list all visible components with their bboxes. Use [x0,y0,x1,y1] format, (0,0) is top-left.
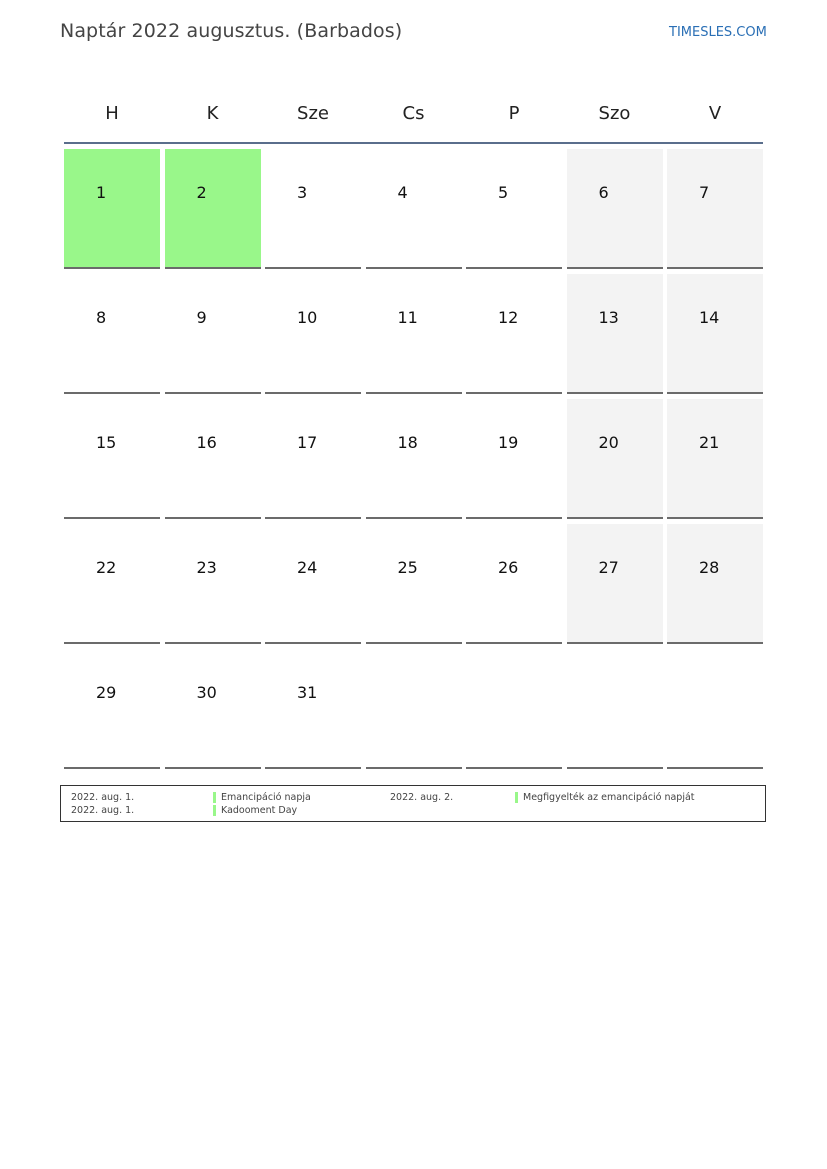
day-cell [64,524,160,644]
day-cell [64,149,160,269]
day-number: 2 [196,183,207,202]
week-row [64,399,763,524]
brand-link[interactable]: TIMESLES.COM [669,25,767,40]
day-number: 20 [598,433,619,452]
day-number: 17 [297,433,318,452]
legend-date: 2022. aug. 2. [390,792,454,803]
day-cell [165,524,261,644]
day-number: 3 [297,183,308,202]
day-number: 9 [196,308,207,327]
legend-color-marker [213,792,216,803]
day-cell [567,274,663,394]
day-cell [667,399,763,519]
day-number: 8 [96,308,107,327]
day-cell [265,649,361,769]
day-cell [64,399,160,519]
weekday-header: P [508,102,520,124]
legend-date: 2022. aug. 1. [71,805,135,816]
calendar-grid [64,85,763,774]
day-cell [165,149,261,269]
day-cell [366,524,462,644]
day-number: 16 [196,433,217,452]
day-cell [466,524,562,644]
day-number: 14 [699,308,720,327]
day-cell [567,149,663,269]
day-number: 13 [598,308,619,327]
legend-date: 2022. aug. 1. [71,792,135,803]
weekday-header: Szo [598,102,631,124]
day-cell [567,399,663,519]
day-number: 7 [699,183,710,202]
legend-color-marker [515,792,518,803]
day-number: 19 [498,433,519,452]
weekday-header: Sze [297,102,329,124]
weekday-header-row [64,85,763,141]
legend-color-marker [213,805,216,816]
weekday-header: V [708,102,722,124]
day-number: 27 [598,558,619,577]
day-number: 29 [96,683,117,702]
day-number: 28 [699,558,720,577]
day-cell [366,274,462,394]
day-number: 6 [598,183,609,202]
day-cell [466,649,562,769]
legend-holiday-name: Emancipáció napja [221,792,311,803]
legend-holiday-name: Kadooment Day [221,805,298,816]
day-cell [165,399,261,519]
day-cell [265,399,361,519]
day-number: 5 [498,183,509,202]
day-number: 30 [196,683,217,702]
day-cell [265,524,361,644]
holiday-legend [60,785,766,822]
day-number: 18 [397,433,418,452]
day-cell [165,274,261,394]
day-cell [567,524,663,644]
header-divider [64,142,763,144]
day-cell [64,649,160,769]
day-number: 15 [96,433,117,452]
day-number: 26 [498,558,519,577]
day-number: 4 [397,183,408,202]
week-row [64,274,763,399]
weekday-header: K [206,102,219,124]
day-cell [466,274,562,394]
calendar-weeks [64,149,763,774]
day-cell [667,274,763,394]
day-cell [567,649,663,769]
day-cell [64,274,160,394]
day-cell [165,649,261,769]
day-number: 31 [297,683,318,702]
day-number: 21 [699,433,720,452]
day-cell [265,274,361,394]
day-number: 25 [397,558,418,577]
page-title: Naptár 2022 augusztus. (Barbados) [60,20,403,42]
day-cell [466,149,562,269]
week-row [64,524,763,649]
week-row [64,149,763,274]
weekday-header: Cs [402,102,425,124]
day-cell [667,524,763,644]
day-cell [667,149,763,269]
weekday-header: H [105,102,119,124]
day-number: 10 [297,308,318,327]
day-cell [366,399,462,519]
day-number: 22 [96,558,117,577]
week-row [64,649,763,774]
day-number: 1 [96,183,107,202]
day-number: 23 [196,558,217,577]
day-number: 12 [498,308,519,327]
legend-holiday-name: Megfigyelték az emancipáció napját [523,792,695,803]
day-cell [366,649,462,769]
day-number: 24 [297,558,318,577]
day-cell [366,149,462,269]
day-cell [667,649,763,769]
day-cell [265,149,361,269]
day-number: 11 [397,308,418,327]
day-cell [466,399,562,519]
